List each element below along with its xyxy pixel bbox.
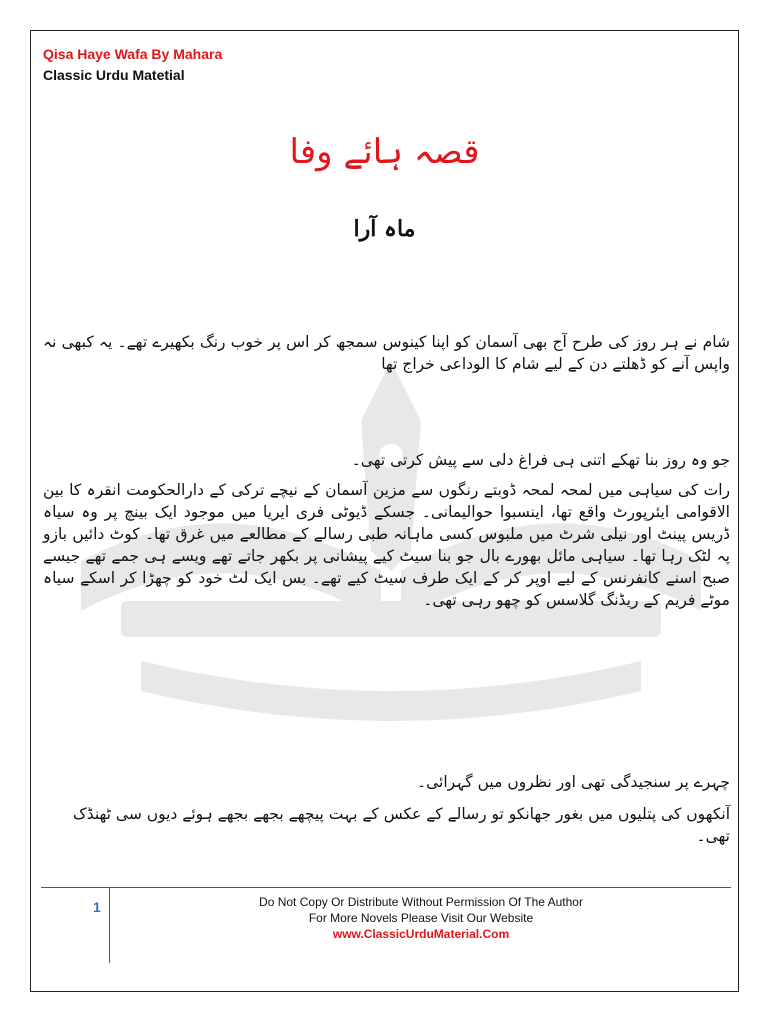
document-page — [30, 30, 739, 992]
footer-website-link[interactable]: www.ClassicUrduMaterial.Com — [332, 927, 510, 941]
paragraph: رات کی سیاہی میں لمحہ لمحہ ڈوبتے رنگوں سے مزین آسمان کے نیچے ترکی کے دارالحکومت انقرہ کا بین الاقوامی ایئرپورٹ واقع تھا، اینسبوا حوالیمانی۔ جسکے ڈیوٹی فری ایریا میں موجود ایک بینچ پر وہ سیاہ ڈریس پینٹ اور نیلی شرٹ میں ملبوس کسی ماہانہ طبی رسالے کے مطالعے میں غرق تھا۔ کوٹ دائیں بازو پہ لٹک رہا تھا۔ سیاہی مائل بھورے بال جو بنا سیٹ کیے پیشانی پر بکھر جاتے تھے ویسے ہی جمے تھے جیسے صبح اسنے کانفرنس کے لیے اوپر کر کے ایک طرف سیٹ کیے تھے۔ بس ایک لٹ خود کو چھڑا کر اسکے سیاہ موٹے فریم کے ریڈنگ گلاسس کو چھو رہی تھی۔ — [43, 481, 730, 609]
page-number: 1 — [93, 899, 101, 915]
paragraph: آنکھوں کی پتلیوں میں بغور جھانکو تو رسالے کے عکس کے بہت پیچھے بجھے بجھے ہوئے دیوں سی ٹھنڈک تھی۔ — [72, 805, 730, 845]
footer-copyright-notice: Do Not Copy Or Distribute Without Permission Of The Author — [259, 895, 583, 909]
novel-title: قصہ ہائے وفا — [289, 132, 480, 172]
author-name: ماہ آرا — [353, 216, 416, 242]
footer-vertical-divider — [109, 887, 110, 963]
paragraph: شام نے ہر روز کی طرح آج بھی آسمان کو اپنا کینوس سمجھ کر اس پر خوب رنگ بکھیرے تھے۔ یہ کبھی نہ واپس آنے کو ڈھلتے دن کے لیے شام کا الوداعی خراج تھا — [43, 333, 730, 373]
paragraph: چہرے پر سنجیدگی تھی اور نظروں میں گہرائی۔ — [417, 773, 730, 791]
header-subtitle: Classic Urdu Matetial — [43, 67, 185, 83]
header-title: Qisa Haye Wafa By Mahara — [43, 46, 223, 62]
footer-divider — [41, 887, 731, 888]
paragraph: جو وہ روز بنا تھکے اتنی ہی فراغ دلی سے پیش کرتی تھی۔ — [351, 451, 730, 469]
footer-visit-note: For More Novels Please Visit Our Website — [308, 911, 534, 925]
